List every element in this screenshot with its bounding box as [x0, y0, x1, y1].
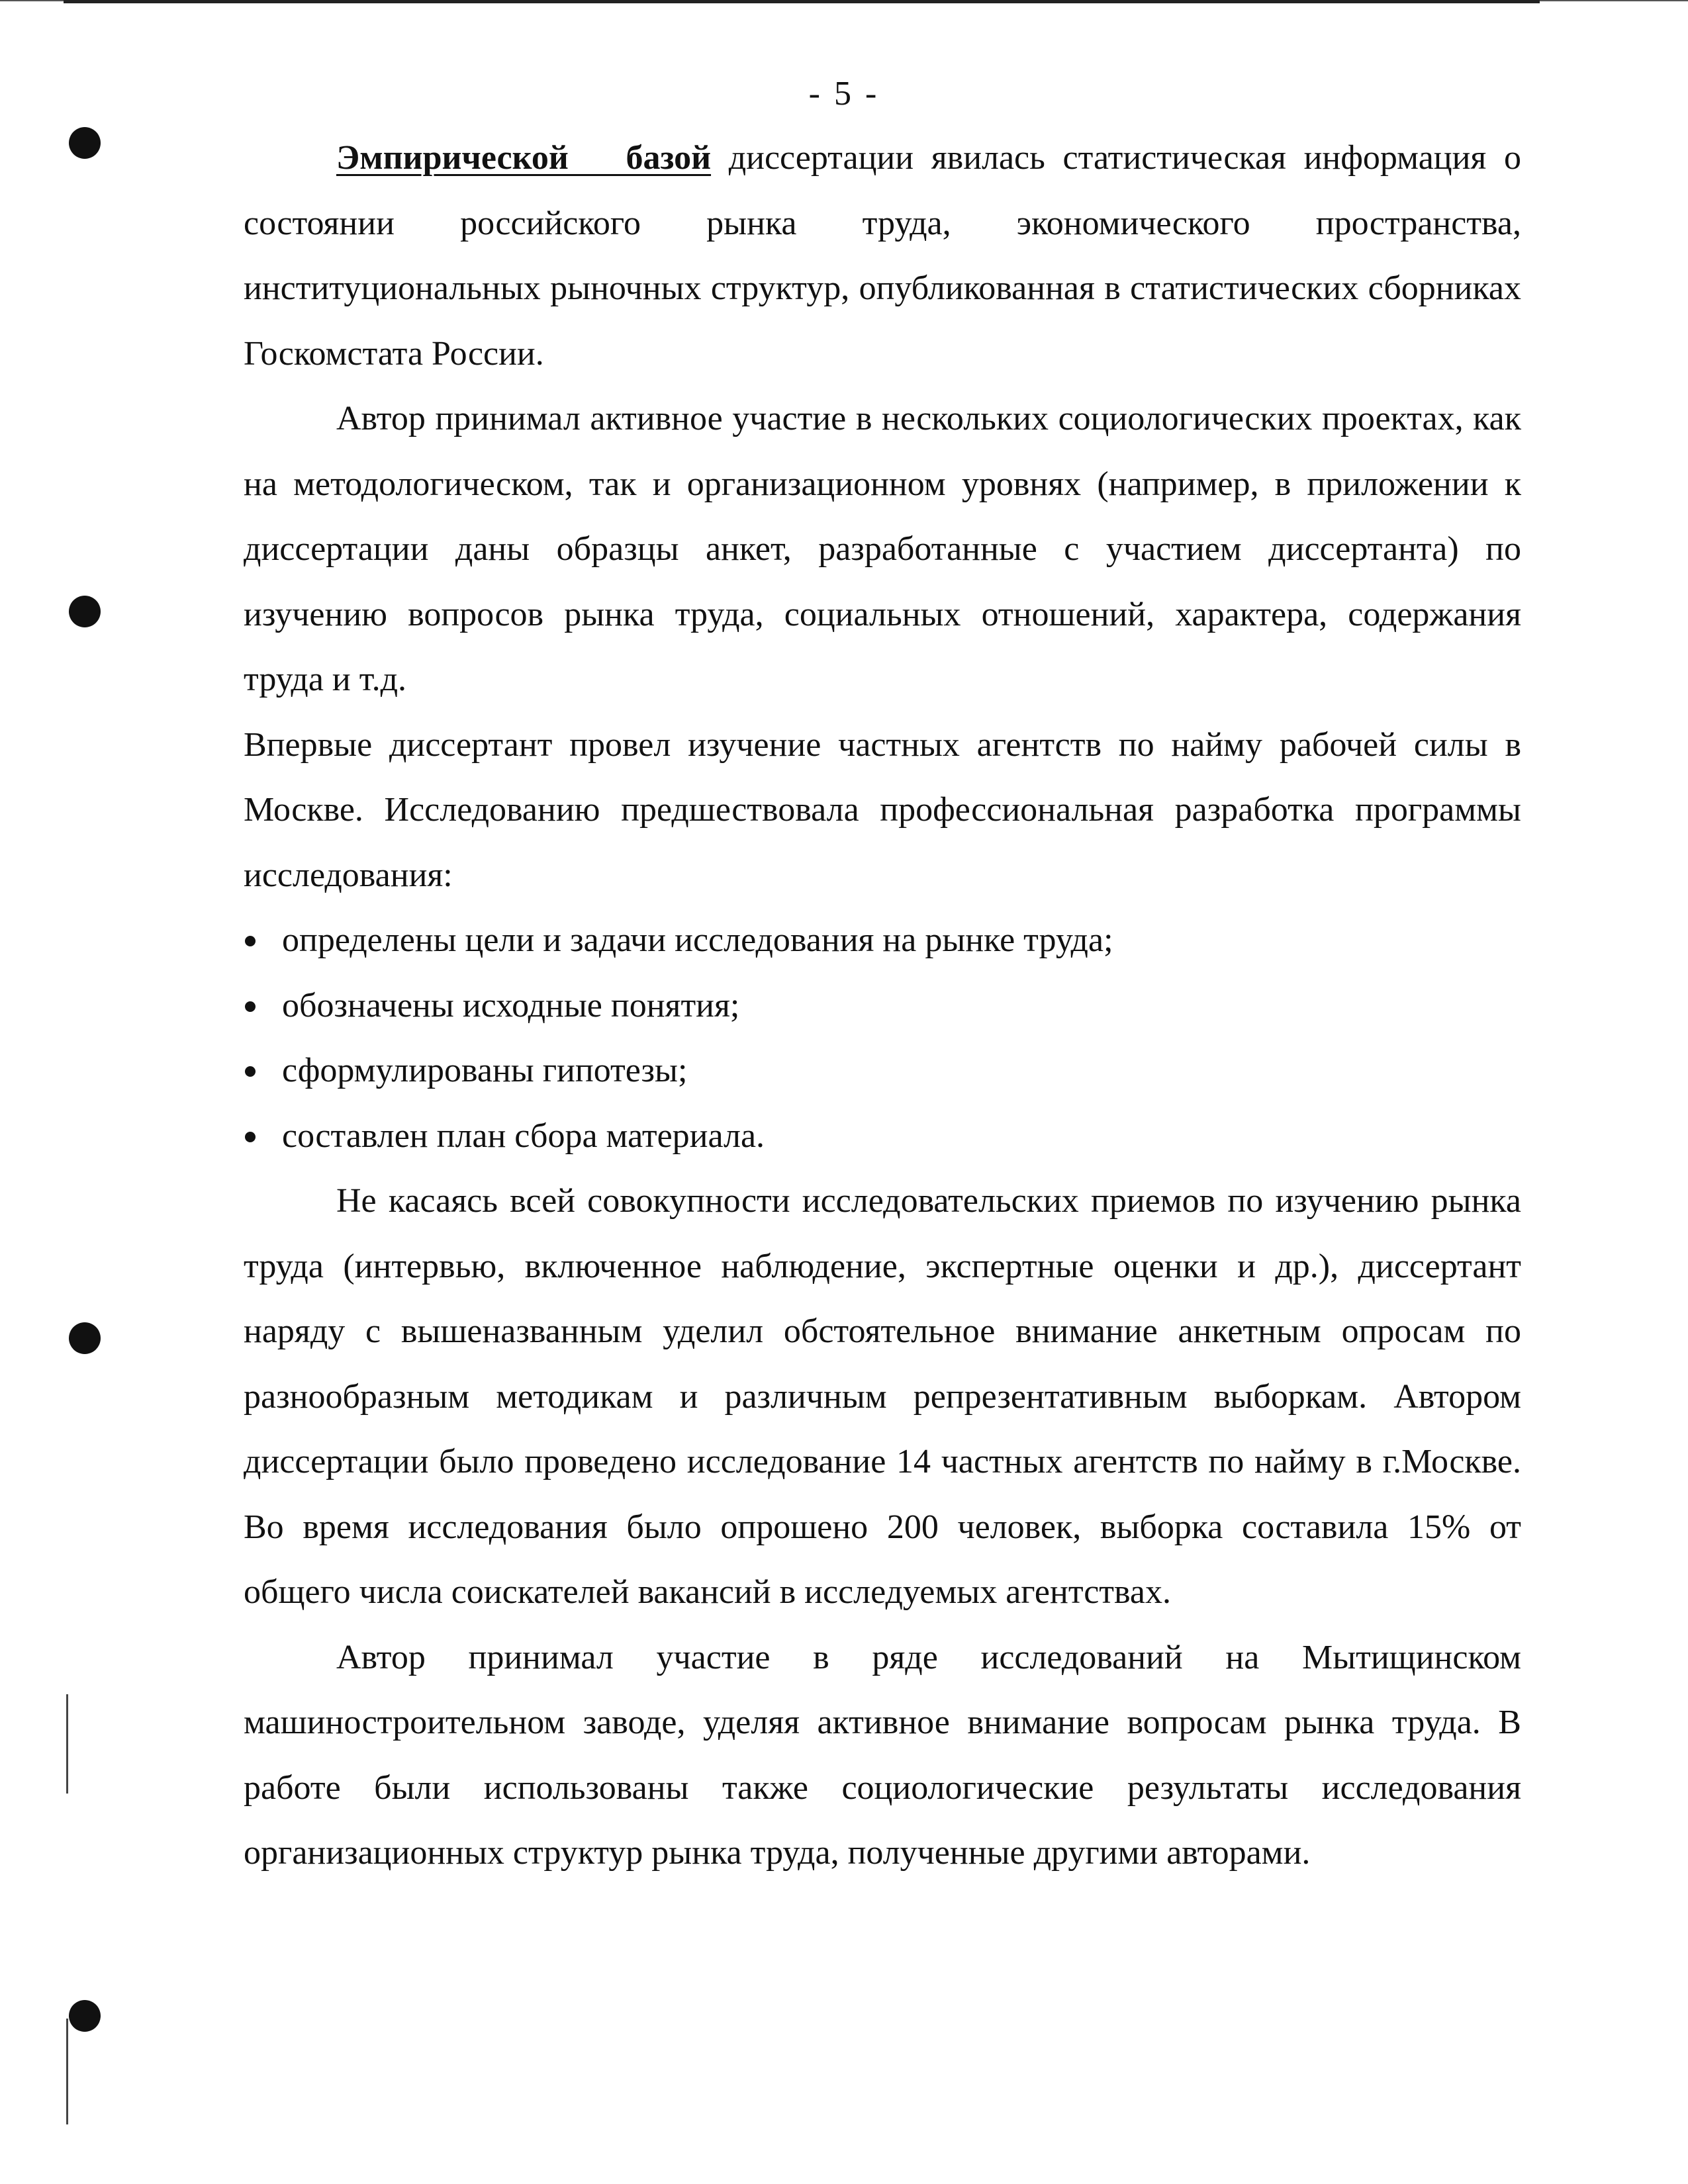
bullet-icon [245, 936, 256, 946]
list-item-text: сформулированы гипотезы; [282, 1052, 688, 1089]
paragraph-methods: Не касаясь всей совокупности исследовательских приемов по изучению рынка труда (интервью, включенное наблюдение, экспертные оценки и др.), диссертант наряду с вышеназванным уделил обстоятельное внимание анкетным опросам по разнообразным методикам и различным репрезентативным выборкам. Автором диссертации было проведено исследование 14 частных агентств по найму в г.Москве. Во время исследования было опрошено 200 человек, выборка составила 15% от общего числа соискателей вакансий в исследуемых агентствах. [244, 1182, 1521, 1611]
scan-margin-line [66, 1694, 68, 1794]
bullet-icon [245, 1001, 256, 1012]
research-program-list [244, 908, 1521, 1169]
list-item-text: определены цели и задачи исследования на рынке труда; [282, 921, 1113, 959]
binder-hole-1 [69, 127, 101, 159]
paragraph-empirical-base [244, 126, 1521, 387]
paragraph-text: диссертации явилась статистическая информация о состоянии российского рынка труда, экономического пространства, институциональных рыночных структур, опубликованная в статистических сборниках Госкомстата России. [244, 139, 1521, 373]
paragraph-participation: Автор принимал активное участие в нескольких социологических проектах, как на методологическом, так и организационном уровнях (например, в приложении к диссертации даны образцы анкет, разработанные с участием диссертанта) по изучению вопросов рынка труда, социальных отношений, характера, содержания труда и т.д. [244, 400, 1521, 698]
list-item [244, 908, 1521, 974]
scan-top-rule [64, 0, 1540, 3]
list-item-text: обозначены исходные понятия; [282, 986, 740, 1024]
paragraph-mytishchi: Автор принимал участие в ряде исследований на Мытищинском машиностроительном заводе, уделяя активное внимание вопросам рынка труда. В работе были использованы также социологические результаты исследования организационных структур рынка труда, полученные другими авторами. [244, 1638, 1521, 1872]
list-item-text: составлен план сбора материала. [282, 1116, 765, 1155]
list-item [244, 1104, 1521, 1169]
binder-hole-2 [69, 596, 101, 627]
paragraph-agencies-study: Впервые диссертант провел изучение частных агентств по найму рабочей силы в Москве. Исследованию предшествовала профессиональная разработка программы исследования: [244, 725, 1521, 894]
binder-hole-3 [69, 1322, 101, 1354]
scan-margin-line [66, 2019, 68, 2124]
bullet-icon [245, 1132, 256, 1142]
emphasized-term: Эмпирической базой [336, 139, 712, 177]
bullet-icon [245, 1066, 256, 1077]
document-body [244, 126, 1521, 1886]
list-item [244, 974, 1521, 1039]
page-number: - 5 - [808, 75, 880, 113]
binder-hole-4 [69, 2000, 101, 2032]
list-item [244, 1038, 1521, 1104]
